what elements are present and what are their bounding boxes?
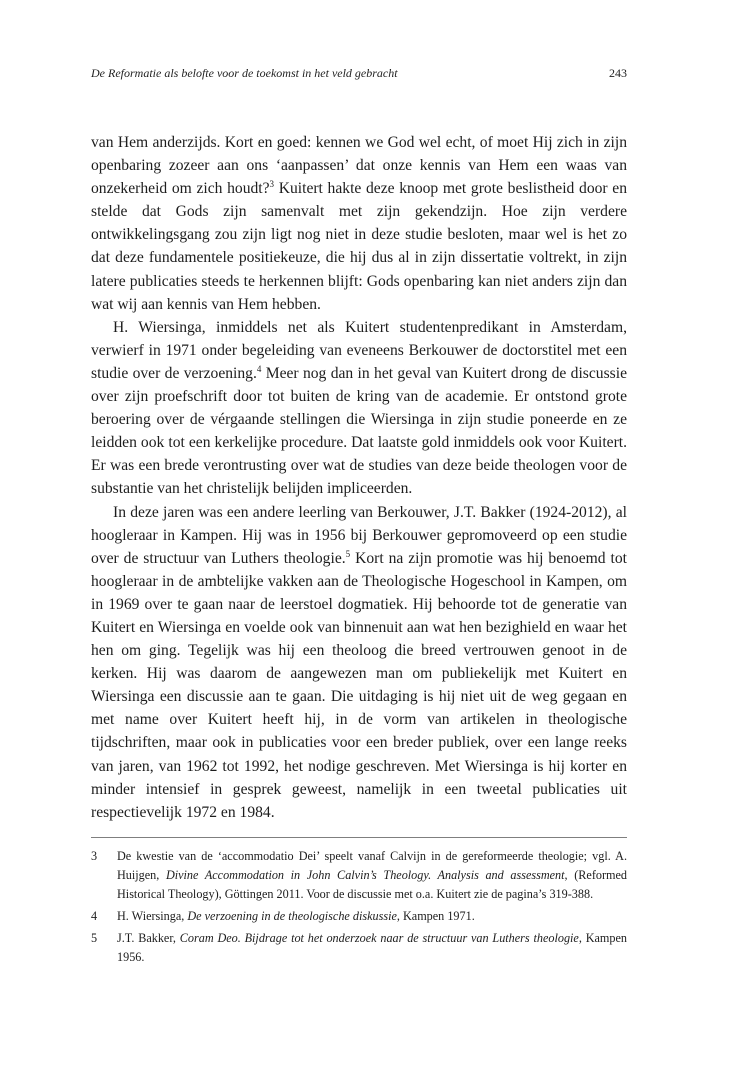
footnote-text-part: , (Reformed Historical Theology), Göttingen 2011. Voor de discussie met o.a. Kuitert zie de pagina’s 319-388. (117, 868, 628, 901)
paragraph-3-text-cont: Kort na zijn promotie was hij benoemd tot hoogleraar in de ambtelijke vakken aan de Theologische Hogeschool in Kampen, om in 1969 over te gaan naar de leerstoel dogmatiek. Hij behoorde tot de generatie van Kuitert en Wiersinga en voelde ook van binnenuit aan wat hen bezighield en waar het hen om ging. Tegelijk was hij een theoloog die breed vertrouwen genoot in de kerken. Hij was daarom de aangewezen man om publiekelijk met Kuitert en Wiersinga een discussie aan te gaan. Die uitdaging is hij niet uit de weg gegaan en met name over Kuitert heeft hij, in de vorm van artikelen in theologische tijdschriften, maar ook in publicaties voor een breder publiek, over een lange reeks van jaren, van 1962 tot 1992, het nodige geschreven. Met Wiersinga is hij korter en minder intensief in gesprek geweest, namelijk in een tweetal publicaties uit respectievelijk 1972 en 1984. (91, 549, 627, 821)
footnotes (91, 847, 627, 970)
footnote (91, 847, 627, 904)
footnote-ref-4: 4 (256, 363, 262, 374)
footnote-title: De verzoening in de theologische diskussie (187, 909, 397, 923)
footnote-number: 3 (91, 849, 98, 863)
footnote-text-part: H. Wiersinga, (117, 909, 188, 923)
footnote-divider (91, 837, 627, 838)
paragraph-3-text: In deze jaren was een andere leerling van Berkouwer, J.T. Bakker (1924-2012), al hoogleraar in Kampen. Hij was in 1956 bij Berkouwer gepromoveerd op een studie over de structuur van Luthers theologie. (91, 503, 627, 567)
footnote-ref-5: 5 (345, 548, 351, 559)
footnote-text (117, 907, 627, 926)
footnote-ref-3: 3 (269, 179, 275, 190)
footnote-text-part: , Kampen 1971. (396, 909, 475, 923)
paragraph-2-text-cont: Meer nog dan in het geval van Kuitert drong de discussie over zijn proefschrift door tot buiten de kring van de academie. Er ontstond grote beroering over de vérgaande stellingen die Wiersinga in zijn studie poneerde en ze leidden ook tot een kerkelijke procedure. Dat laatste gold inmiddels ook voor Kuitert. Er was een brede verontrusting over wat de studies van deze beide theologen voor de substantie van het christelijk belijden impliceerden. (91, 364, 627, 498)
footnote-title: Divine Accommodation in John Calvin’s Theology. Analysis and assessment (165, 868, 565, 882)
running-title: De Reformatie als belofte voor de toekomst in het veld gebracht (91, 66, 398, 80)
footnote-text (117, 929, 627, 967)
paragraph-1-text: van Hem anderzijds. Kort en goed: kennen we God wel echt, of moet Hij zich in zijn openbaring zozeer aan ons ‘aanpassen’ dat onze kennis van Hem een waas van onzekerheid om zich houdt? (91, 134, 627, 198)
footnote-text (117, 847, 627, 904)
footnote-title: Coram Deo. Bijdrage tot het onderzoek naar de structuur van Luthers theologie (179, 931, 579, 945)
running-head (91, 65, 627, 81)
footnote-text-part: , Kampen 1956. (117, 931, 627, 964)
footnote-text-part: De kwestie van de ‘accommodatio Dei’ speelt vanaf Calvijn in de gereformeerde theologie; vgl. A. Huijgen, (117, 849, 627, 882)
footnote-text-part: J.T. Bakker, (117, 931, 180, 945)
footnote (91, 907, 627, 926)
footnote-number: 4 (91, 909, 98, 923)
paragraph-1 (91, 131, 627, 316)
book-page (91, 0, 627, 1068)
paragraph-1-text-cont: Kuitert hakte deze knoop met grote beslistheid door en stelde dat Gods zijn samenvalt met zijn gekendzijn. Hoe zijn verdere ontwikkelingsgang zou zijn ligt nog niet in deze studie besloten, maar wel is het zo dat deze fundamentele positiekeuze, die hij dus al in zijn dissertatie voltrekt, in zijn latere publicaties steeds te herkennen blijft: Gods openbaring kan niet anders zijn dan wat wij aan kennis van Hem hebben. (91, 180, 627, 313)
footnote-number: 5 (91, 931, 98, 945)
body-text (91, 131, 627, 824)
page-number: 243 (609, 66, 627, 80)
paragraph-2 (91, 316, 627, 501)
paragraph-3 (91, 501, 627, 824)
paragraph-2-text: H. Wiersinga, inmiddels net als Kuitert studentenpredikant in Amsterdam, verwierf in 1971 onder begeleiding van eveneens Berkouwer de doctorstitel met een studie over de verzoening. (91, 318, 627, 382)
footnote (91, 929, 627, 967)
